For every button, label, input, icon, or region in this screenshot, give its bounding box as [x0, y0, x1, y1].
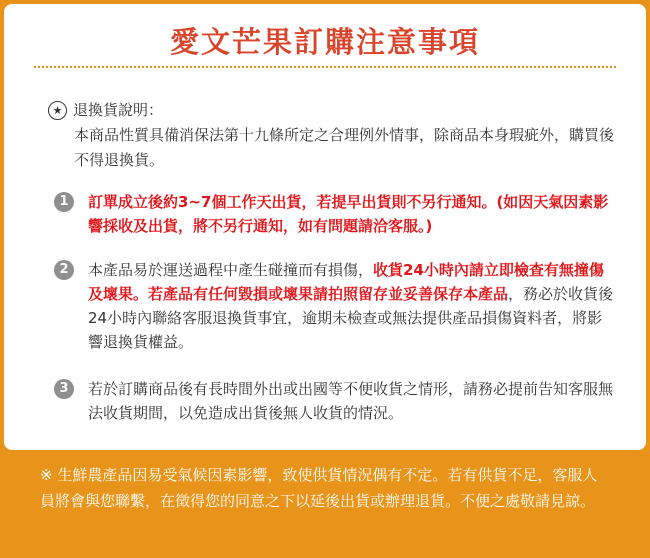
item-plain-text: 若於訂購商品後有長時間外出或出國等不便收貨之情形，請務必提前告知客服無法收貨期間，以免造成出貨後無人收貨的情況。 [88, 380, 614, 422]
item-plain-text: ，務必於收貨後24小時內聯絡客服退換貨事宜，逾期未檢查或無法提供產品損傷資料者，將影響退換貨權益。 [88, 285, 614, 351]
number-badge: 2 [54, 260, 74, 280]
star-circle-icon: ★ [48, 101, 67, 120]
item-text [88, 258, 614, 354]
number-badge: 1 [54, 192, 74, 212]
return-policy-section [48, 98, 628, 173]
list-item-2 [54, 258, 614, 354]
page-title: 愛文芒果訂購注意事項 [169, 25, 480, 59]
item-text [88, 190, 614, 238]
item-emphasis-text: 訂單成立後約3~7個工作天出貨，若提早出貨則不另行通知。(如因天氣因素影響採收及出貨，將不另行通知，如有問題請洽客服。) [88, 193, 609, 235]
return-policy-body: 本商品性質具備消保法第十九條所定之合理例外情事，除商品本身瑕疵外，購買後不得退換貨。 [74, 126, 615, 169]
footer-note: ※ 生鮮農產品因易受氣候因素影響，致使供貨情況偶有不定。若有供貨不足，客服人員將會與您聯繫，在徵得您的同意之下以延後出貨或辦理退貨。不便之處敬請見諒。 [40, 466, 598, 510]
dotted-divider [34, 66, 616, 68]
item-text [88, 377, 614, 425]
return-policy-heading: 退換貨說明： [73, 101, 164, 119]
notice-card [4, 4, 646, 450]
item-emphasis-text: 收貨24小時內請立即檢查有無撞傷及壞果。若產品有任何毀損或壞果請拍照留存並妥善保存本產品 [88, 261, 604, 303]
list-item-1 [54, 190, 614, 238]
list-item-3 [54, 377, 614, 425]
number-badge: 3 [54, 379, 74, 399]
item-plain-text: 本產品易於運送過程中產生碰撞而有損傷， [88, 261, 374, 279]
